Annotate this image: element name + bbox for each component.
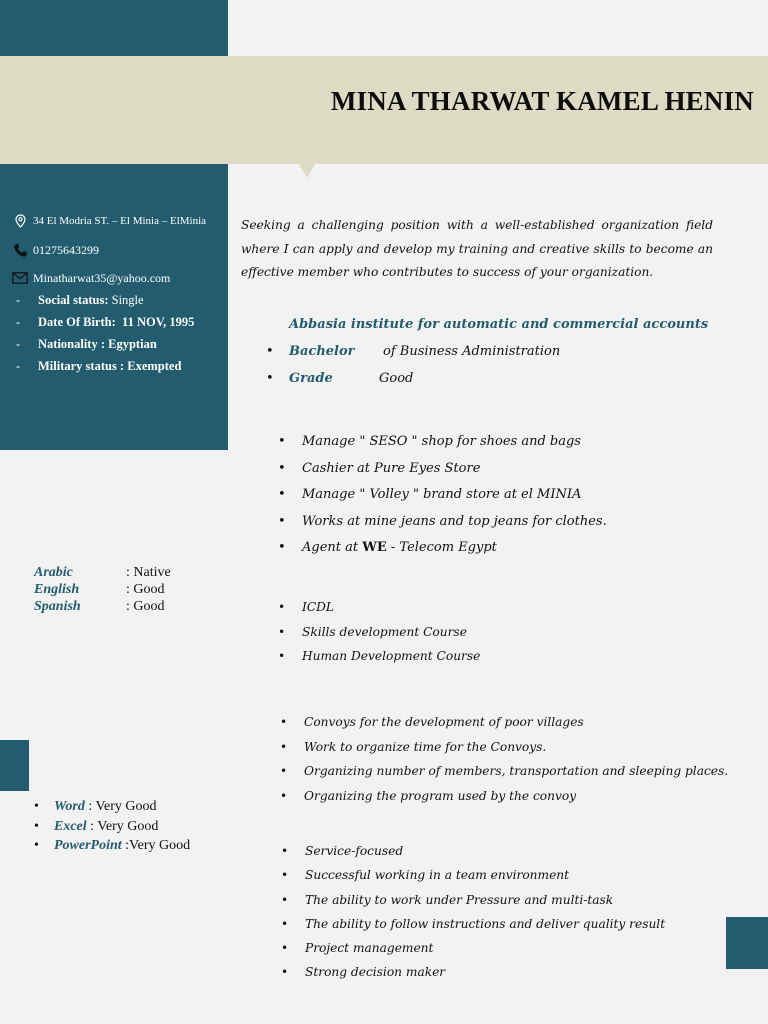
list-item: • Convoys for the development of poor villages <box>278 713 728 738</box>
list-item: • Manage " SESO " shop for shoes and bags <box>276 432 607 459</box>
list-item: • Service-focused <box>279 842 665 866</box>
list-item: • Project management <box>279 939 665 963</box>
education-institute: Abbasia institute for automatic and commercial accounts <box>289 317 709 332</box>
objective-text: Seeking a challenging position with a well-established organization field where I can apply and develop my training and creative skills to become an effective member who contributes to success of your organization. <box>241 218 713 279</box>
list-item: • ICDL <box>276 598 480 623</box>
list-item: • Works at mine jeans and top jeans for clothes. <box>276 512 607 539</box>
education-grade-row: • Grade Good <box>266 371 414 386</box>
nationality-line: - Nationality : Egyptian <box>16 337 157 351</box>
email-text: Minatharwat35@yahoo.com <box>33 270 171 285</box>
phone-icon <box>12 242 28 258</box>
envelope-icon <box>12 270 28 286</box>
email-line <box>12 270 170 286</box>
location-pin-icon <box>12 213 28 229</box>
list-item: • Excel : Very Good <box>30 818 190 838</box>
courses-list <box>276 598 480 672</box>
language-row-english: English : Good <box>34 582 165 597</box>
phone-line <box>12 242 99 258</box>
language-row-arabic: Arabic : Native <box>34 565 171 580</box>
language-row-spanish: Spanish : Good <box>34 599 165 614</box>
list-item: • PowerPoint :Very Good <box>30 837 190 857</box>
military-status-line: - Military status : Exempted <box>16 359 182 373</box>
top-left-accent-block <box>0 0 228 56</box>
address-text: 34 El Modria ST. – El Minia – ElMinia <box>33 215 207 227</box>
list-item: • The ability to follow instructions and deliver quality result <box>279 915 665 939</box>
list-item: • Manage " Volley " brand store at el MINIA <box>276 485 607 512</box>
list-item: • Word : Very Good <box>30 798 190 818</box>
phone-text: 01275643299 <box>33 242 99 257</box>
volunteering-list <box>278 713 728 811</box>
list-item: • Organizing the program used by the convoy <box>278 787 728 812</box>
page-title: MINA THARWAT KAMEL HENIN <box>330 86 754 116</box>
list-item: • Strong decision maker <box>279 963 665 987</box>
list-item: • Successful working in a team environment <box>279 866 665 890</box>
list-item: • Agent at WE - Telecom Egypt <box>276 538 607 565</box>
address-line <box>12 213 206 229</box>
list-item: • Human Development Course <box>276 647 480 672</box>
education-degree-row: • Bachelor of Business Administration <box>266 344 561 359</box>
list-item: • The ability to work under Pressure and multi-task <box>279 891 665 915</box>
list-item: • Work to organize time for the Convoys. <box>278 738 728 763</box>
list-item: • Skills development Course <box>276 623 480 648</box>
skills-list <box>279 842 665 988</box>
social-status-line: - Social status: Single <box>16 293 144 307</box>
computer-skills-list <box>30 798 190 857</box>
right-accent-square <box>726 917 768 969</box>
date-of-birth-line: - Date Of Birth: 11 NOV, 1995 <box>16 315 195 329</box>
list-item: • Cashier at Pure Eyes Store <box>276 459 607 486</box>
experience-list <box>276 432 607 565</box>
left-accent-square <box>0 740 29 791</box>
list-item: • Organizing number of members, transportation and sleeping places. <box>278 762 728 787</box>
banner-pointer <box>299 164 315 178</box>
